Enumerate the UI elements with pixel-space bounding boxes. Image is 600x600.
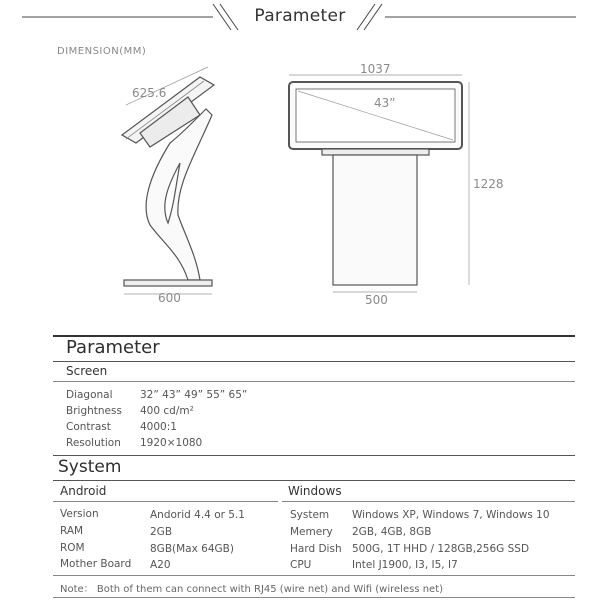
windows-row-label: Hard Dish (290, 543, 342, 555)
android-row-value: Andorid 4.4 or 5.1 (150, 509, 245, 521)
windows-row-value: Windows XP, Windows 7, Windows 10 (352, 509, 550, 521)
windows-row-label: System (290, 509, 330, 521)
front-base-dim: 500 (365, 293, 388, 307)
rule (53, 480, 575, 481)
system-heading: System (58, 457, 122, 477)
side-view-drawing (122, 67, 214, 294)
windows-heading: Windows (288, 484, 342, 498)
windows-row-value: 2GB, 4GB, 8GB (352, 526, 432, 538)
rule (282, 501, 575, 502)
windows-row-value: Intel J1900, I3, I5, I7 (352, 559, 458, 571)
screen-row-value: 4000:1 (140, 421, 177, 433)
rule (53, 381, 575, 382)
rule (53, 575, 575, 576)
windows-row-label: Memery (290, 526, 333, 538)
dimension-label: DIMENSION(MM) (57, 46, 147, 57)
screen-row-value: 400 cd/m² (140, 405, 194, 417)
rule (53, 501, 278, 502)
android-row-value: 8GB(Max 64GB) (150, 543, 234, 555)
front-height-dim: 1228 (473, 177, 504, 191)
side-depth-dim: 625.6 (132, 86, 167, 100)
rule (53, 455, 575, 456)
android-heading: Android (60, 484, 107, 498)
table-note: Note： Both of them can connect with RJ45 (wire net) and Wifi (wireless net) (60, 584, 444, 595)
android-row-value: 2GB (150, 526, 173, 538)
kiosk-drawing (0, 55, 600, 315)
screen-row-value: 1920×1080 (140, 437, 203, 449)
screen-row-label: Brightness (66, 405, 122, 417)
screen-row-label: Resolution (66, 437, 121, 449)
rule (53, 597, 575, 598)
windows-row-label: CPU (290, 559, 312, 571)
screen-row-label: Diagonal (66, 389, 113, 401)
android-row-label: ROM (60, 542, 85, 554)
screen-heading: Screen (66, 364, 108, 378)
android-row-label: Version (60, 508, 99, 520)
table-title: Parameter (66, 337, 160, 358)
front-width-dim: 1037 (360, 62, 391, 76)
screen-row-label: Contrast (66, 421, 111, 433)
side-base-dim: 600 (158, 291, 181, 305)
front-diagonal-dim: 43” (374, 96, 396, 110)
page-title: Parameter (254, 6, 346, 26)
android-row-label: Mother Board (60, 558, 132, 570)
android-row-label: RAM (60, 525, 84, 537)
screen-row-value: 32” 43” 49” 55” 65” (140, 389, 248, 401)
windows-row-value: 500G, 1T HHD / 128GB,256G SSD (352, 543, 530, 555)
rule (53, 361, 575, 362)
android-row-value: A20 (150, 559, 171, 571)
